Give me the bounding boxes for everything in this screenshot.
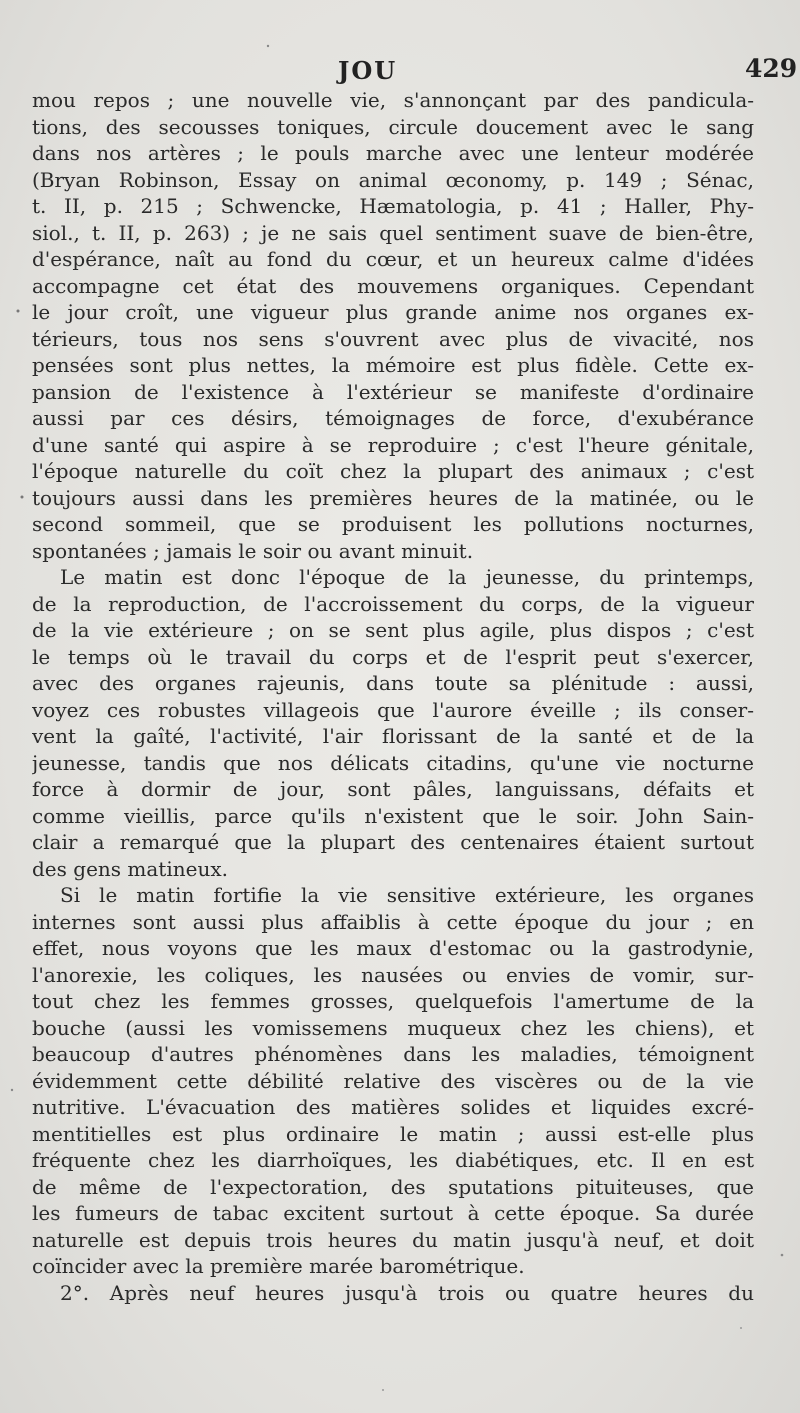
text-line: internes sont aussi plus affaiblis à cette époque du jour ; en bbox=[32, 909, 754, 934]
text-line: force à dormir de jour, sont pâles, languissans, défaits et bbox=[32, 777, 754, 801]
text-line: naturelle est depuis trois heures du matin jusqu'à neuf, et doit bbox=[32, 1227, 754, 1252]
text-line: bouche (aussi les vomissemens muqueux chez les chiens), et bbox=[32, 1015, 754, 1040]
text-line: d'une santé qui aspire à se reproduire ; c'est l'heure génitale, bbox=[32, 432, 754, 457]
text-line: le temps où le travail du corps et de l'esprit peut s'exercer, bbox=[32, 644, 754, 669]
text-line: dans nos artères ; le pouls marche avec une lenteur modérée bbox=[32, 141, 754, 165]
page-number: 429 bbox=[745, 54, 798, 83]
text-line: accompagne cet état des mouvemens organiques. Cependant bbox=[32, 273, 754, 298]
text-line: fréquente chez les diarrhoïques, les diabétiques, etc. Il en est bbox=[32, 1148, 754, 1172]
paragraph-start-line: Le matin est donc l'époque de la jeunesse, du printemps, bbox=[60, 565, 754, 589]
text-line: voyez ces robustes villageois que l'aurore éveille ; ils conser- bbox=[32, 697, 754, 722]
text-line: pansion de l'existence à l'extérieur se manifeste d'ordinaire bbox=[32, 379, 754, 404]
text-line: les fumeurs de tabac excitent surtout à cette époque. Sa durée bbox=[32, 1201, 754, 1225]
text-line: tout chez les femmes grosses, quelquefois l'amertume de la bbox=[32, 989, 754, 1013]
text-line: le jour croît, une vigueur plus grande anime nos organes ex- bbox=[32, 300, 754, 324]
text-line: aussi par ces désirs, témoignages de force, d'exubérance bbox=[32, 406, 754, 430]
text-line: siol., t. II, p. 263) ; je ne sais quel sentiment suave de bien-être, bbox=[32, 220, 754, 245]
text-line: second sommeil, que se produisent les pollutions nocturnes, bbox=[32, 512, 754, 536]
text-line: évidemment cette débilité relative des viscères ou de la vie bbox=[32, 1068, 754, 1093]
text-line: (Bryan Robinson, Essay on animal œconomy, p. 149 ; Sénac, bbox=[32, 167, 754, 192]
text-line: mou repos ; une nouvelle vie, s'annonçant par des pandicula- bbox=[32, 88, 754, 112]
text-line: toujours aussi dans les premières heures de la matinée, ou le bbox=[32, 485, 754, 510]
text-line: pensées sont plus nettes, la mémoire est plus fidèle. Cette ex- bbox=[32, 353, 754, 377]
body-text bbox=[32, 87, 754, 1306]
text-line: comme vieillis, parce qu'ils n'existent que le soir. John Sain- bbox=[32, 803, 754, 828]
text-line: beaucoup d'autres phénomènes dans les maladies, témoignent bbox=[32, 1042, 754, 1066]
text-line: de la vie extérieure ; on se sent plus agile, plus dispos ; c'est bbox=[32, 618, 754, 642]
text-line: avec des organes rajeunis, dans toute sa plénitude : aussi, bbox=[32, 671, 754, 695]
paragraph-start-line: 2°. Après neuf heures jusqu'à trois ou quatre heures du bbox=[60, 1280, 754, 1305]
text-line: t. II, p. 215 ; Schwencke, Hæmatologia, p. 41 ; Haller, Phy- bbox=[32, 194, 754, 218]
paragraph-start-line: Si le matin fortifie la vie sensitive extérieure, les organes bbox=[60, 883, 754, 907]
text-line: l'anorexie, les coliques, les nausées ou envies de vomir, sur- bbox=[32, 962, 754, 987]
text-line: effet, nous voyons que les maux d'estomac ou la gastrodynie, bbox=[32, 936, 754, 960]
running-head bbox=[0, 56, 800, 88]
running-head-title: JOU bbox=[338, 56, 398, 85]
text-line: jeunesse, tandis que nos délicats citadins, qu'une vie nocturne bbox=[32, 750, 754, 775]
text-line: térieurs, tous nos sens s'ouvrent avec plus de vivacité, nos bbox=[32, 326, 754, 351]
text-line: l'époque naturelle du coït chez la plupart des animaux ; c'est bbox=[32, 459, 754, 483]
text-line: de la reproduction, de l'accroissement du corps, de la vigueur bbox=[32, 591, 754, 616]
text-line: vent la gaîté, l'activité, l'air florissant de la santé et de la bbox=[32, 724, 754, 748]
text-line: nutritive. L'évacuation des matières solides et liquides excré- bbox=[32, 1095, 754, 1119]
text-line: d'espérance, naît au fond du cœur, et un heureux calme d'idées bbox=[32, 247, 754, 271]
text-line: tions, des secousses toniques, circule doucement avec le sang bbox=[32, 114, 754, 139]
paragraph-end-line: des gens matineux. bbox=[32, 856, 228, 881]
text-line: mentitielles est plus ordinaire le matin ; aussi est-elle plus bbox=[32, 1121, 754, 1146]
paragraph-end-line: spontanées ; jamais le soir ou avant minuit. bbox=[32, 538, 474, 563]
text-line: de même de l'expectoration, des sputations pituiteuses, que bbox=[32, 1174, 754, 1199]
text-line: clair a remarqué que la plupart des centenaires étaient surtout bbox=[32, 830, 754, 854]
paragraph-end-line: coïncider avec la première marée barométrique. bbox=[32, 1254, 525, 1278]
